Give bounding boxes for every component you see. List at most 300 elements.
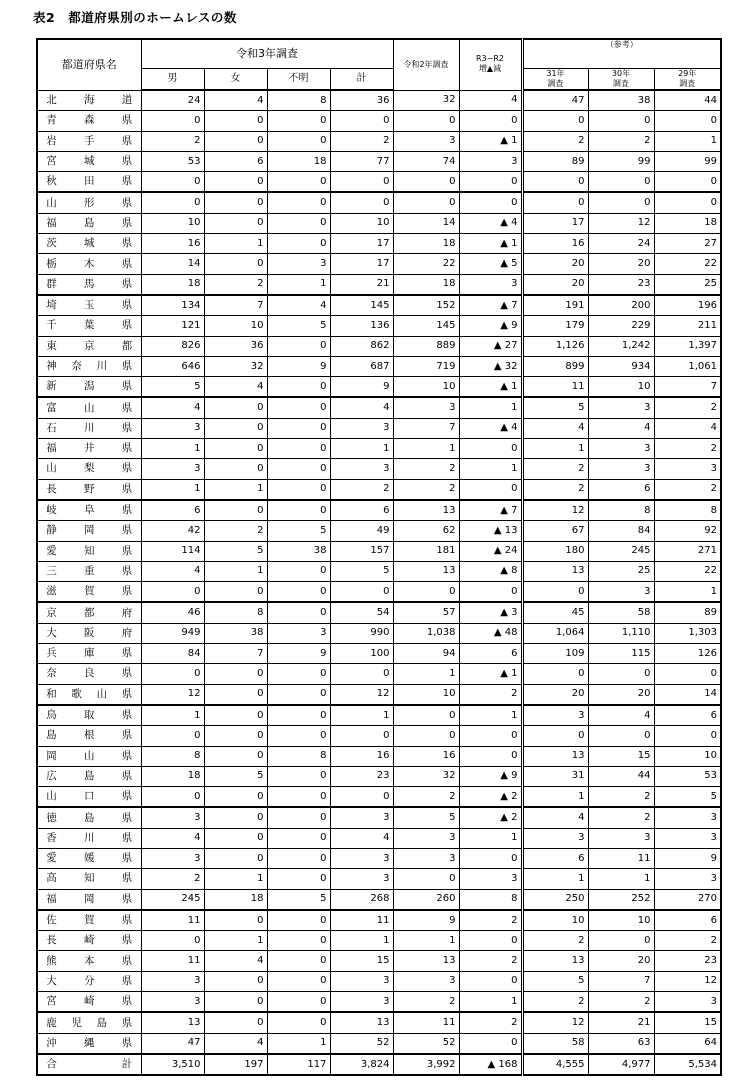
- cell-total: 5: [330, 561, 393, 581]
- cell-diff: 0: [459, 439, 522, 459]
- cell-unknown: 5: [267, 889, 330, 910]
- table-row: [37, 951, 721, 971]
- cell-h31: 17: [522, 213, 588, 233]
- prefecture-label: 福岡県: [46, 892, 133, 905]
- cell-h31: 2: [522, 459, 588, 479]
- table-row: [37, 254, 721, 274]
- cell-r2: 3: [393, 397, 459, 418]
- prefecture-name: [37, 951, 141, 971]
- header-h31-line1: 31年: [546, 69, 565, 78]
- prefecture-label: 佐賀県: [46, 914, 133, 927]
- cell-h29: 0: [654, 192, 721, 213]
- cell-h29: 7: [654, 377, 721, 398]
- cell-total: 4: [330, 828, 393, 848]
- cell-h29: 92: [654, 521, 721, 541]
- cell-h31: 5: [522, 397, 588, 418]
- prefecture-name: [37, 111, 141, 131]
- cell-h31: 0: [522, 664, 588, 684]
- cell-h31: 4,555: [522, 1054, 588, 1075]
- prefecture-name: [37, 336, 141, 356]
- table-row: [37, 582, 721, 603]
- cell-male: 16: [141, 234, 204, 254]
- cell-male: 3: [141, 418, 204, 438]
- cell-r2: 0: [393, 726, 459, 746]
- cell-unknown: 0: [267, 234, 330, 254]
- cell-h29: 211: [654, 316, 721, 336]
- cell-unknown: 0: [267, 807, 330, 828]
- cell-unknown: 0: [267, 172, 330, 193]
- cell-female: 10: [204, 316, 267, 336]
- cell-r2: 1: [393, 664, 459, 684]
- cell-female: 1: [204, 869, 267, 889]
- prefecture-name: [37, 459, 141, 479]
- table-row: [37, 274, 721, 295]
- cell-h31: 2: [522, 131, 588, 151]
- prefecture-label: 宮城県: [46, 155, 133, 168]
- prefecture-name: [37, 869, 141, 889]
- cell-h31: 1: [522, 439, 588, 459]
- cell-h31: 2: [522, 479, 588, 500]
- cell-unknown: 9: [267, 356, 330, 376]
- cell-h29: 196: [654, 295, 721, 316]
- cell-h30: 10: [588, 910, 654, 931]
- table-row: [37, 234, 721, 254]
- table-row: [37, 726, 721, 746]
- table-row: [37, 521, 721, 541]
- cell-total: 3,824: [330, 1054, 393, 1075]
- cell-h30: 245: [588, 541, 654, 561]
- cell-total: 1: [330, 931, 393, 951]
- cell-female: 6: [204, 151, 267, 171]
- cell-male: 1: [141, 705, 204, 726]
- cell-total: 11: [330, 910, 393, 931]
- prefecture-name: [37, 1054, 141, 1075]
- cell-female: 0: [204, 726, 267, 746]
- cell-female: 1: [204, 561, 267, 581]
- cell-diff: ▲ 13: [459, 521, 522, 541]
- cell-female: 0: [204, 582, 267, 603]
- cell-h29: 0: [654, 172, 721, 193]
- header-h31: [522, 69, 588, 91]
- cell-h29: 23: [654, 951, 721, 971]
- cell-r2: 57: [393, 602, 459, 623]
- cell-diff: ▲ 4: [459, 418, 522, 438]
- cell-r2: 0: [393, 172, 459, 193]
- table-row: [37, 172, 721, 193]
- cell-unknown: 0: [267, 500, 330, 521]
- cell-total: 268: [330, 889, 393, 910]
- cell-r2: 152: [393, 295, 459, 316]
- cell-h30: 1,110: [588, 623, 654, 643]
- cell-total: 17: [330, 254, 393, 274]
- cell-h30: 2: [588, 787, 654, 808]
- prefecture-name: [37, 377, 141, 398]
- prefecture-label: 群馬県: [46, 277, 133, 290]
- cell-h29: 3: [654, 869, 721, 889]
- cell-unknown: 4: [267, 295, 330, 316]
- table-row: [37, 1012, 721, 1033]
- cell-r2: 0: [393, 705, 459, 726]
- cell-r2: 3: [393, 971, 459, 991]
- table-row: [37, 807, 721, 828]
- cell-h30: 2: [588, 992, 654, 1013]
- cell-h29: 12: [654, 971, 721, 991]
- cell-total: 10: [330, 213, 393, 233]
- cell-total: 49: [330, 521, 393, 541]
- cell-h29: 3: [654, 807, 721, 828]
- prefecture-label: 京都府: [46, 606, 133, 619]
- prefecture-name: [37, 151, 141, 171]
- cell-h30: 63: [588, 1033, 654, 1054]
- cell-unknown: 0: [267, 111, 330, 131]
- prefecture-label: 香川県: [46, 831, 133, 844]
- cell-unknown: 0: [267, 766, 330, 786]
- cell-diff: ▲ 1: [459, 131, 522, 151]
- cell-male: 1: [141, 479, 204, 500]
- prefecture-name: [37, 787, 141, 808]
- prefecture-label: 熊本県: [46, 954, 133, 967]
- prefecture-name: [37, 828, 141, 848]
- cell-h29: 2: [654, 397, 721, 418]
- prefecture-name: [37, 807, 141, 828]
- prefecture-label: 兵庫県: [46, 647, 133, 660]
- cell-h29: 10: [654, 746, 721, 766]
- cell-female: 0: [204, 684, 267, 705]
- prefecture-name: [37, 418, 141, 438]
- cell-male: 0: [141, 664, 204, 684]
- cell-h31: 4: [522, 418, 588, 438]
- prefecture-name: [37, 992, 141, 1013]
- table-row: [37, 111, 721, 131]
- cell-h31: 3: [522, 828, 588, 848]
- cell-male: 114: [141, 541, 204, 561]
- prefecture-name: [37, 726, 141, 746]
- header-r3-survey: 令和3年調査: [141, 39, 393, 69]
- cell-male: 3,510: [141, 1054, 204, 1075]
- prefecture-label: 島根県: [46, 729, 133, 742]
- cell-h30: 58: [588, 602, 654, 623]
- prefecture-label: 山口県: [46, 790, 133, 803]
- cell-h30: 20: [588, 951, 654, 971]
- prefecture-name: [37, 356, 141, 376]
- cell-h31: 13: [522, 561, 588, 581]
- prefecture-label: 石川県: [46, 421, 133, 434]
- cell-diff: ▲ 1: [459, 664, 522, 684]
- table-row: [37, 439, 721, 459]
- cell-unknown: 1: [267, 1033, 330, 1054]
- cell-male: 13: [141, 1012, 204, 1033]
- prefecture-name: [37, 602, 141, 623]
- cell-female: 0: [204, 418, 267, 438]
- table-row: [37, 131, 721, 151]
- cell-female: 0: [204, 807, 267, 828]
- cell-unknown: 9: [267, 644, 330, 664]
- cell-unknown: 0: [267, 869, 330, 889]
- cell-r2: 3: [393, 848, 459, 868]
- cell-h31: 0: [522, 192, 588, 213]
- prefecture-name: [37, 213, 141, 233]
- cell-h29: 0: [654, 664, 721, 684]
- cell-h29: 0: [654, 111, 721, 131]
- cell-female: 1: [204, 234, 267, 254]
- cell-h29: 9: [654, 848, 721, 868]
- cell-h30: 20: [588, 254, 654, 274]
- cell-unknown: 5: [267, 316, 330, 336]
- cell-h29: 25: [654, 274, 721, 295]
- cell-r2: 3,992: [393, 1054, 459, 1075]
- cell-diff: ▲ 2: [459, 807, 522, 828]
- cell-r2: 889: [393, 336, 459, 356]
- prefecture-label: 鳥取県: [46, 709, 133, 722]
- cell-diff: ▲ 32: [459, 356, 522, 376]
- cell-h31: 20: [522, 274, 588, 295]
- cell-diff: ▲ 5: [459, 254, 522, 274]
- cell-total: 52: [330, 1033, 393, 1054]
- table-row: [37, 316, 721, 336]
- cell-male: 42: [141, 521, 204, 541]
- cell-total: 9: [330, 377, 393, 398]
- cell-male: 11: [141, 951, 204, 971]
- cell-total: 6: [330, 500, 393, 521]
- cell-female: 0: [204, 746, 267, 766]
- cell-female: 0: [204, 971, 267, 991]
- cell-total: 3: [330, 459, 393, 479]
- cell-h30: 24: [588, 234, 654, 254]
- cell-h29: 2: [654, 479, 721, 500]
- cell-diff: ▲ 7: [459, 295, 522, 316]
- cell-h31: 179: [522, 316, 588, 336]
- cell-total: 16: [330, 746, 393, 766]
- header-diff-line2: 増▲減: [478, 64, 502, 73]
- cell-female: 0: [204, 1012, 267, 1033]
- prefecture-name: [37, 397, 141, 418]
- cell-r2: 2: [393, 459, 459, 479]
- cell-male: 0: [141, 111, 204, 131]
- cell-female: 0: [204, 131, 267, 151]
- prefecture-name: [37, 541, 141, 561]
- prefecture-name: [37, 439, 141, 459]
- cell-r2: 1,038: [393, 623, 459, 643]
- cell-male: 646: [141, 356, 204, 376]
- cell-h31: 2: [522, 992, 588, 1013]
- cell-total: 990: [330, 623, 393, 643]
- prefecture-label: 大分県: [46, 974, 133, 987]
- prefecture-label: 北海道: [46, 93, 133, 106]
- cell-unknown: 0: [267, 459, 330, 479]
- table-row: [37, 971, 721, 991]
- cell-h31: 12: [522, 1012, 588, 1033]
- cell-r2: 0: [393, 869, 459, 889]
- prefecture-name: [37, 254, 141, 274]
- cell-h29: 1: [654, 582, 721, 603]
- prefecture-label: 三重県: [46, 564, 133, 577]
- cell-r2: 18: [393, 274, 459, 295]
- prefecture-name: [37, 931, 141, 951]
- cell-h31: 13: [522, 951, 588, 971]
- cell-r2: 2: [393, 479, 459, 500]
- prefecture-label: 福井県: [46, 442, 133, 455]
- cell-total: 77: [330, 151, 393, 171]
- prefecture-label: 広島県: [46, 769, 133, 782]
- cell-h30: 3: [588, 459, 654, 479]
- cell-h31: 899: [522, 356, 588, 376]
- prefecture-name: [37, 90, 141, 111]
- prefecture-name: [37, 664, 141, 684]
- prefecture-label: 東京都: [46, 339, 133, 352]
- cell-female: 2: [204, 274, 267, 295]
- cell-h29: 1,303: [654, 623, 721, 643]
- cell-male: 6: [141, 500, 204, 521]
- cell-h31: 67: [522, 521, 588, 541]
- cell-diff: ▲ 3: [459, 602, 522, 623]
- cell-diff: 0: [459, 746, 522, 766]
- cell-r2: 3: [393, 828, 459, 848]
- prefecture-name: [37, 889, 141, 910]
- cell-total: 0: [330, 582, 393, 603]
- cell-h31: 0: [522, 172, 588, 193]
- cell-male: 0: [141, 582, 204, 603]
- cell-h30: 21: [588, 1012, 654, 1033]
- cell-h29: 15: [654, 1012, 721, 1033]
- cell-r2: 5: [393, 807, 459, 828]
- cell-r2: 0: [393, 192, 459, 213]
- prefecture-name: [37, 705, 141, 726]
- cell-male: 18: [141, 274, 204, 295]
- cell-h29: 3: [654, 828, 721, 848]
- cell-h30: 934: [588, 356, 654, 376]
- cell-diff: 0: [459, 971, 522, 991]
- prefecture-label: 鹿児島県: [46, 1016, 133, 1029]
- cell-r2: 13: [393, 951, 459, 971]
- cell-unknown: 3: [267, 254, 330, 274]
- cell-r2: 9: [393, 910, 459, 931]
- cell-h29: 3: [654, 992, 721, 1013]
- cell-total: 17: [330, 234, 393, 254]
- cell-h30: 7: [588, 971, 654, 991]
- cell-diff: ▲ 4: [459, 213, 522, 233]
- prefecture-name: [37, 910, 141, 931]
- header-h30-line1: 30年: [611, 69, 631, 78]
- cell-male: 949: [141, 623, 204, 643]
- cell-female: 1: [204, 479, 267, 500]
- cell-h29: 14: [654, 684, 721, 705]
- cell-total: 2: [330, 131, 393, 151]
- cell-h30: 4: [588, 705, 654, 726]
- prefecture-name: [37, 295, 141, 316]
- cell-female: 4: [204, 377, 267, 398]
- cell-female: 4: [204, 1033, 267, 1054]
- cell-total: 3: [330, 992, 393, 1013]
- cell-unknown: 18: [267, 151, 330, 171]
- cell-unknown: 0: [267, 561, 330, 581]
- table-row: [37, 500, 721, 521]
- cell-h31: 180: [522, 541, 588, 561]
- table-row: [37, 459, 721, 479]
- prefecture-label: 神奈川県: [46, 360, 133, 372]
- cell-h31: 109: [522, 644, 588, 664]
- cell-unknown: 8: [267, 90, 330, 111]
- cell-r2: 52: [393, 1033, 459, 1054]
- prefecture-name: [37, 971, 141, 991]
- cell-total: 4: [330, 397, 393, 418]
- cell-h31: 89: [522, 151, 588, 171]
- cell-male: 0: [141, 192, 204, 213]
- cell-h30: 23: [588, 274, 654, 295]
- cell-male: 14: [141, 254, 204, 274]
- table-row: [37, 684, 721, 705]
- cell-total: 23: [330, 766, 393, 786]
- prefecture-label: 秋田県: [46, 175, 133, 188]
- cell-r2: 1: [393, 931, 459, 951]
- cell-h31: 3: [522, 705, 588, 726]
- cell-female: 0: [204, 192, 267, 213]
- cell-unknown: 0: [267, 131, 330, 151]
- cell-unknown: 0: [267, 418, 330, 438]
- cell-h29: 5: [654, 787, 721, 808]
- cell-female: 0: [204, 992, 267, 1013]
- cell-female: 197: [204, 1054, 267, 1075]
- cell-female: 0: [204, 213, 267, 233]
- cell-female: 18: [204, 889, 267, 910]
- prefecture-name: [37, 479, 141, 500]
- cell-h29: 6: [654, 705, 721, 726]
- prefecture-label: 長崎県: [46, 934, 133, 947]
- cell-h31: 0: [522, 726, 588, 746]
- cell-male: 11: [141, 910, 204, 931]
- header-prefecture: 都道府県名: [37, 39, 141, 90]
- cell-h31: 250: [522, 889, 588, 910]
- header-total: 計: [330, 69, 393, 91]
- table-row: [37, 664, 721, 684]
- prefecture-label: 沖縄県: [46, 1036, 133, 1049]
- cell-unknown: 0: [267, 582, 330, 603]
- prefecture-label: 愛媛県: [46, 852, 133, 865]
- table-row: [37, 541, 721, 561]
- cell-female: 36: [204, 336, 267, 356]
- cell-r2: 2: [393, 992, 459, 1013]
- prefecture-label: 岡山県: [46, 749, 133, 762]
- cell-total: 136: [330, 316, 393, 336]
- cell-diff: 1: [459, 459, 522, 479]
- table-row: [37, 561, 721, 581]
- cell-male: 84: [141, 644, 204, 664]
- cell-r2: 181: [393, 541, 459, 561]
- table-row: [37, 889, 721, 910]
- cell-male: 4: [141, 828, 204, 848]
- cell-r2: 2: [393, 787, 459, 808]
- prefecture-label: 埼玉県: [46, 299, 133, 312]
- prefecture-label: 宮崎県: [46, 995, 133, 1008]
- prefecture-label: 青森県: [46, 114, 133, 127]
- cell-male: 46: [141, 602, 204, 623]
- cell-r2: 10: [393, 377, 459, 398]
- header-unknown: 不明: [267, 69, 330, 91]
- prefecture-label: 富山県: [46, 401, 133, 414]
- cell-h30: 3: [588, 439, 654, 459]
- cell-female: 4: [204, 90, 267, 111]
- homeless-table: [36, 38, 722, 1076]
- cell-total: 1: [330, 705, 393, 726]
- cell-male: 18: [141, 766, 204, 786]
- cell-unknown: 0: [267, 705, 330, 726]
- cell-h29: 27: [654, 234, 721, 254]
- cell-h29: 271: [654, 541, 721, 561]
- cell-total: 0: [330, 726, 393, 746]
- cell-unknown: 38: [267, 541, 330, 561]
- cell-unknown: 0: [267, 664, 330, 684]
- cell-h30: 0: [588, 726, 654, 746]
- cell-h30: 0: [588, 664, 654, 684]
